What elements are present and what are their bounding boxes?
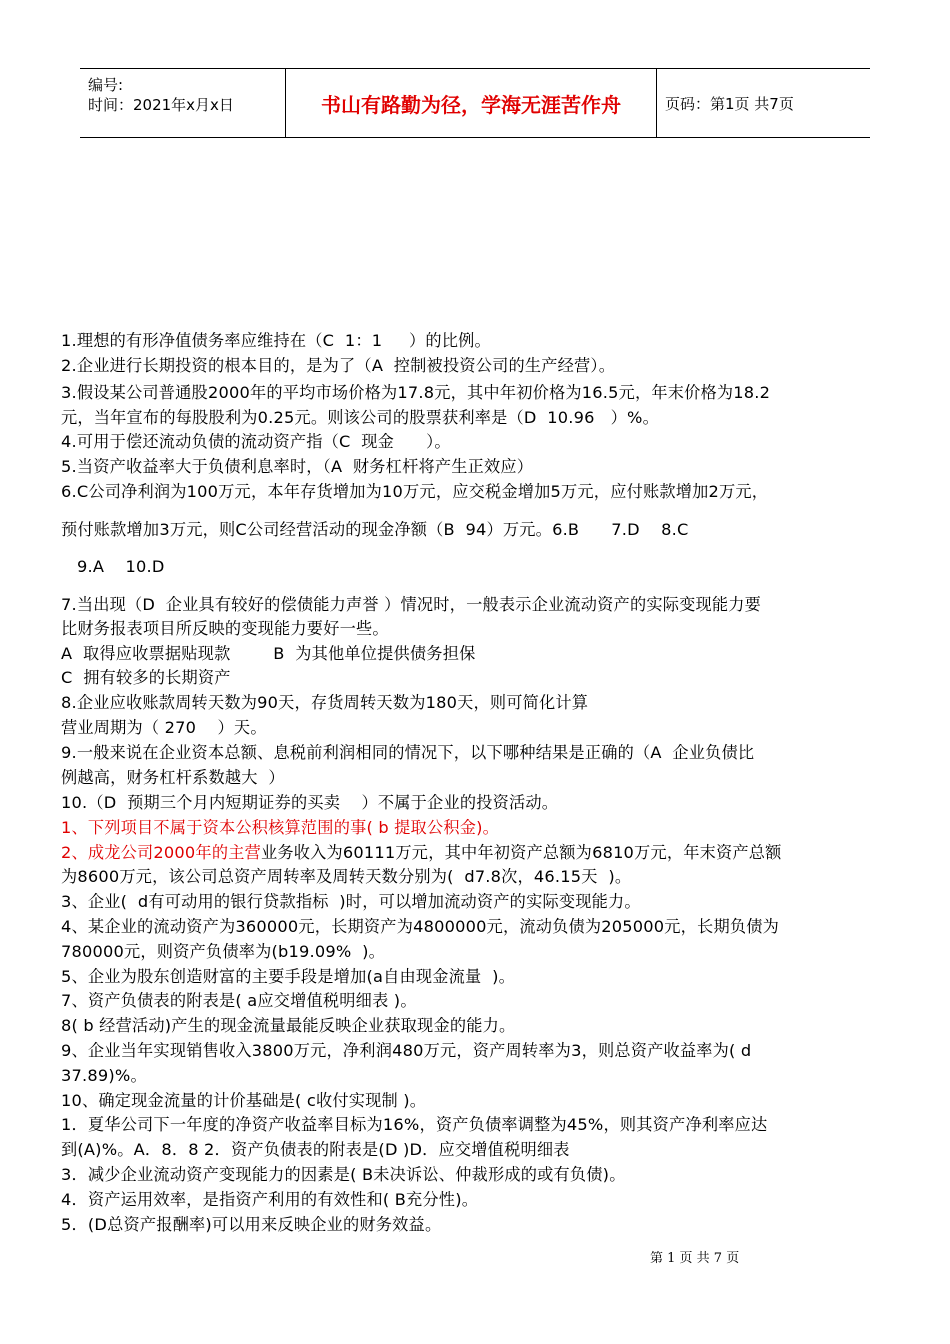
text-line: 为8600万元，该公司总资产周转率及周转天数分别为( d7.8次，46.15天 )。 [61, 867, 632, 886]
text-line: 37.89)%。 [61, 1066, 147, 1085]
text-line [61, 843, 782, 863]
header-meta [88, 75, 234, 115]
text-line: 元，当年宣布的每股股利为0.25元。则该公司的股票获利率是（D 10.96 ）%。 [61, 408, 660, 427]
text-line: 8( b 经营活动)产生的现金流量最能反映企业获取现金的能力。 [61, 1016, 516, 1035]
text-line: 3.假设某公司普通股2000年的平均市场价格为17.8元，其中年初价格为16.5元，年末价格为18.2 [61, 383, 771, 402]
text-line: 5．(D总资产报酬率)可以用来反映企业的财务效益。 [61, 1215, 442, 1234]
text-line: 10、确定现金流量的计价基础是( c收付实现制 )。 [61, 1091, 427, 1110]
text-line: 3．减少企业流动资产变现能力的因素是( B未决诉讼、仲裁形成的或有负债)。 [61, 1165, 626, 1184]
text-line: 10.（D 预期三个月内短期证券的买卖 ）不属于企业的投资活动。 [61, 793, 559, 812]
text-line: 9.一般来说在企业资本总额、息税前利润相同的情况下，以下哪种结果是正确的（A 企业负债比 [61, 743, 755, 762]
text-line: 比财务报表项目所反映的变现能力要好一些。 [61, 619, 389, 638]
text-line: 7、资产负债表的附表是( a应交增值税明细表 )。 [61, 991, 417, 1010]
text-line: A 取得应收票据贴现款 B 为其他单位提供债务担保 [61, 644, 476, 663]
text-line: 9.A 10.D [61, 557, 165, 576]
text-line: 4．资产运用效率，是指资产利用的有效性和( B充分性)。 [61, 1190, 479, 1209]
text-line: 1、下列项目不属于资本公积核算范围的事( b 提取公积金)。 [61, 818, 499, 837]
header-page-code: 页码：第1页 共7页 [665, 95, 794, 113]
text-line: 4.可用于偿还流动负债的流动资产指（C 现金 ）。 [61, 432, 451, 451]
text-line: 9、企业当年实现销售收入3800万元，净利润480万元，资产周转率为3，则总资产收益率为( d [61, 1041, 752, 1060]
text-line: 5、企业为股东创造财富的主要手段是增加(a自由现金流量 )。 [61, 967, 516, 986]
text-line: 7.当出现（D 企业具有较好的偿债能力声誉 ）情况时，一般表示企业流动资产的实际变现能力要 [61, 595, 762, 614]
text-line: 2.企业进行长期投资的根本目的，是为了（A 控制被投资公司的生产经营）。 [61, 356, 616, 375]
time-label: 时间：2021年x月x日 [88, 96, 234, 114]
text-line: 1.理想的有形净值债务率应维持在（C 1：1 ）的比例。 [61, 331, 491, 350]
text-line: 预付账款增加3万元，则C公司经营活动的现金净额（B 94）万元。6.B 7.D 8.C [61, 520, 689, 539]
text-line: 8.企业应收账款周转天数为90天，存货周转天数为180天，则可简化计算 [61, 693, 589, 712]
text-line: 到(A)%。A．8．8 2．资产负债表的附表是(D )D．应交增值税明细表 [61, 1140, 570, 1159]
document-header [80, 68, 870, 138]
number-label: 编号: [88, 76, 124, 94]
line-rest: 业务收入为60111万元，其中年初资产总额为6810万元，年末资产总额 [260, 843, 782, 862]
text-line: 4、某企业的流动资产为360000元，长期资产为4800000元，流动负债为205000元，长期负债为 [61, 917, 779, 936]
header-motto: 书山有路勤为径，学海无涯苦作舟 [285, 69, 657, 137]
text-line: 3、企业( d有可动用的银行贷款指标 )时，可以增加流动资产的实际变现能力。 [61, 892, 641, 911]
text-line: 6.C公司净利润为100万元，本年存货增加为10万元，应交税金增加5万元，应付账款增加2万元， [61, 482, 769, 501]
text-line: 5.当资产收益率大于负债利息率时，（A 财务杠杆将产生正效应） [61, 457, 534, 476]
text-line: 例越高，财务杠杆系数越大 ） [61, 768, 285, 787]
text-line: 1．夏华公司下一年度的净资产收益率目标为16%，资产负债率调整为45%，则其资产净利率应达 [61, 1115, 768, 1134]
text-line: 780000元，则资产负债率为(b19.09% )。 [61, 942, 385, 961]
text-line: C 拥有较多的长期资产 [61, 668, 231, 687]
red-prefix: 2、成龙公司2000年的主营 [61, 843, 261, 862]
page-footer: 第 1 页 共 7 页 [650, 1251, 740, 1266]
text-line: 营业周期为（ 270 ）天。 [61, 718, 267, 737]
